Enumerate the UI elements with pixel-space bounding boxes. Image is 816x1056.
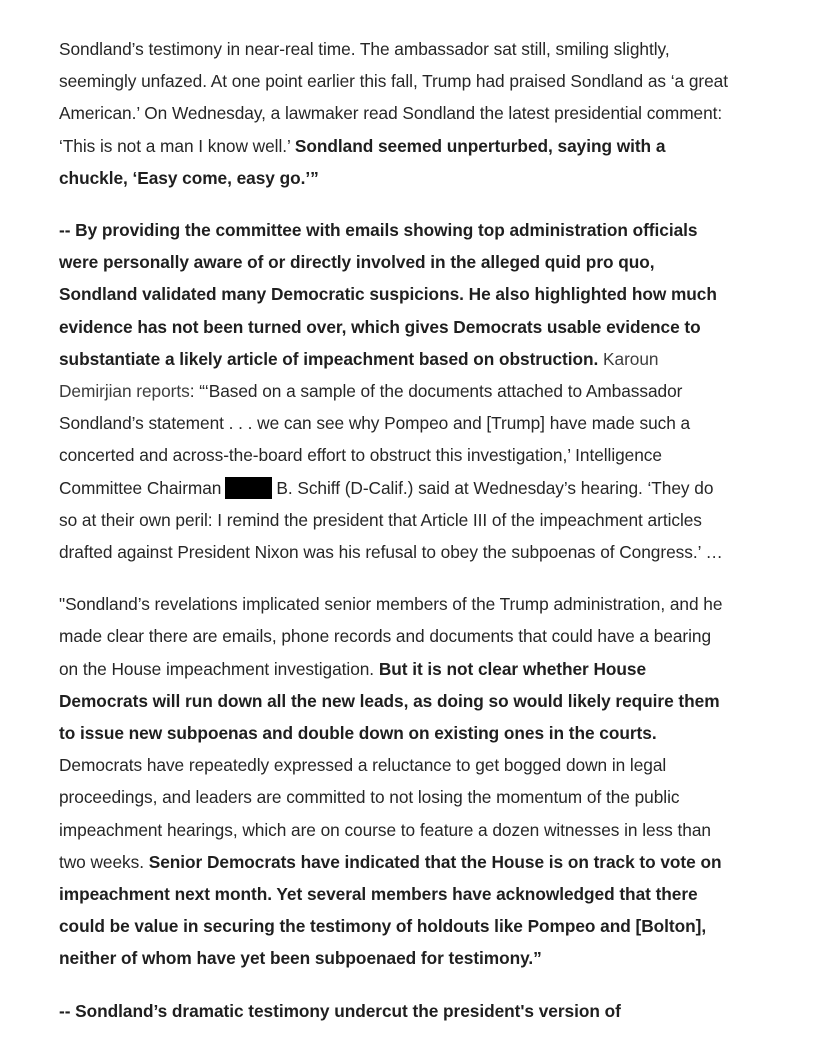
bold-text: Democrats will run down all the new leads, as doing so would likely require them xyxy=(59,690,720,711)
paragraph xyxy=(59,33,769,194)
body-text: on the House impeachment investigation. xyxy=(59,658,379,679)
text-line xyxy=(59,439,769,471)
body-text: Sondland’s testimony in near-real time. The ambassador sat still, smiling slightly, xyxy=(59,39,670,59)
bold-text: neither of whom have yet been subpoenaed for testimony.” xyxy=(59,948,542,969)
text-line xyxy=(59,910,769,942)
text-line xyxy=(59,781,769,813)
article-link[interactable]: Demirjian reports xyxy=(59,381,190,402)
text-line xyxy=(59,814,769,846)
paragraph xyxy=(59,588,769,974)
text-line xyxy=(59,536,769,568)
text-line xyxy=(59,504,769,536)
text-line xyxy=(59,995,769,1027)
text-line xyxy=(59,65,769,97)
bold-text: -- By providing the committee with emails showing top administration officials xyxy=(59,220,698,241)
article-body xyxy=(59,33,769,1027)
paragraph xyxy=(59,214,769,568)
text-line xyxy=(59,717,769,749)
body-text: ‘This is not a man I know well.’ xyxy=(59,135,295,156)
text-line xyxy=(59,588,769,620)
text-line xyxy=(59,846,769,878)
body-text: B. Schiff (D-Calif.) said at Wednesday’s hearing. ‘They do xyxy=(276,477,714,498)
text-line xyxy=(59,942,769,974)
bold-text: substantiate a likely article of impeachment based on obstruction. xyxy=(59,348,599,369)
body-text: two weeks. xyxy=(59,851,149,872)
text-line xyxy=(59,278,769,310)
text-line xyxy=(59,162,769,194)
bold-text: could be value in securing the testimony of holdouts like Pompeo and [Bolton], xyxy=(59,916,707,937)
text-line xyxy=(59,130,769,162)
text-line xyxy=(59,620,769,652)
text-line xyxy=(59,685,769,717)
text-line xyxy=(59,472,769,504)
text-line xyxy=(59,375,769,407)
text-line xyxy=(59,749,769,781)
body-text: Committee Chairman xyxy=(59,477,222,498)
text-line xyxy=(59,311,769,343)
text-line xyxy=(59,246,769,278)
bold-text: Sondland validated many Democratic suspicions. He also highlighted how much xyxy=(59,284,717,305)
body-text: proceedings, and leaders are committed to not losing the momentum of the public xyxy=(59,787,680,808)
bold-text: But it is not clear whether House xyxy=(378,658,647,679)
text-line xyxy=(59,33,769,65)
body-text: drafted against President Nixon was his refusal to obey the subpoenas of Congress.’ … xyxy=(59,542,723,563)
body-text: concerted and across-the-board effort to obstruct this investigation,’ Intelligence xyxy=(59,445,662,466)
bold-text: Senior Democrats have indicated that the House is on track to vote on xyxy=(148,851,722,872)
text-line xyxy=(59,878,769,910)
bold-text: chuckle, ‘Easy come, easy go.’” xyxy=(59,167,319,188)
text-line xyxy=(59,407,769,439)
body-text: made clear there are emails, phone records and documents that could have a bearing xyxy=(59,626,712,647)
text-line xyxy=(59,214,769,246)
body-text: Democrats have repeatedly expressed a reluctance to get bogged down in legal xyxy=(59,755,667,776)
body-text: so at their own peril: I remind the president that Article III of the impeachment articles xyxy=(59,509,702,530)
bold-text: to issue new subpoenas and double down on existing ones in the courts. xyxy=(59,723,657,744)
article-link[interactable]: Karoun xyxy=(603,348,659,369)
bold-text: Sondland seemed unperturbed, saying with a xyxy=(294,135,666,156)
text-line xyxy=(59,343,769,375)
bold-text: evidence has not been turned over, which gives Democrats usable evidence to xyxy=(59,316,701,337)
bold-text: impeachment next month. Yet several members have acknowledged that there xyxy=(59,884,698,905)
paragraph xyxy=(59,995,769,1027)
body-text: seemingly unfazed. At one point earlier this fall, Trump had praised Sondland as ‘a great xyxy=(59,71,728,92)
redaction-box xyxy=(225,477,272,499)
bold-text: were personally aware of or directly involved in the alleged quid pro quo, xyxy=(59,252,655,273)
body-text: : “‘Based on a sample of the documents attached to Ambassador xyxy=(189,381,683,402)
body-text: American.’ On Wednesday, a lawmaker read Sondland the latest presidential comment: xyxy=(59,103,723,124)
text-line xyxy=(59,653,769,685)
document-page xyxy=(59,33,769,1047)
bold-text: -- Sondland’s dramatic testimony undercut the president's version of xyxy=(59,1000,621,1021)
body-text: Sondland’s statement . . . we can see why Pompeo and [Trump] have made such a xyxy=(59,413,691,434)
body-text: "Sondland’s revelations implicated senior members of the Trump administration, and he xyxy=(59,594,723,615)
text-line xyxy=(59,97,769,129)
body-text: impeachment hearings, which are on course to feature a dozen witnesses in less than xyxy=(59,819,711,840)
